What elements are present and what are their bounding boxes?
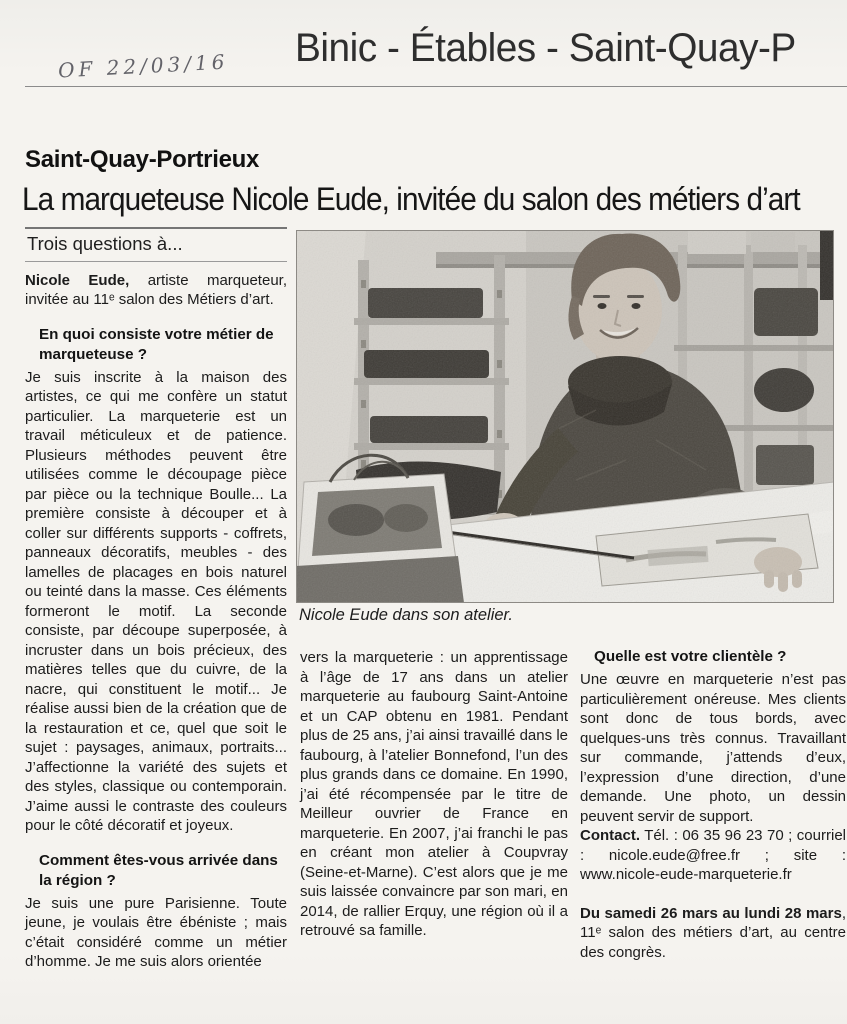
intro-lead: Nicole Eude, [25,271,130,289]
atelier-photo-illustration [296,230,834,603]
section-label: Saint-Quay-Portrieux [25,146,260,173]
event-text: , 11ᵉ salon des métiers d’art, au centre des congrès. [580,904,846,961]
question-1-heading: En quoi consiste votre métier de marqueteuse ? [39,325,274,363]
column-left [25,227,287,972]
contact-text: Tél. : 06 35 96 23 70 ; courriel : nicole.eude@free.fr ; site : www.nicole-eude-marqueterie.fr [580,827,846,883]
answer-2-body-part2: vers la marqueterie : un apprentissage à l’âge de 17 ans dans un atelier marqueterie au faubourg Saint-Antoine et un CAP obtenu en 1981. Pendant plus de 25 ans, j’ai ainsi travaillé dans le faubourg, à l’atelier Bonnefond, l’un des plus grands dans ce domaine. En 1990, j’ai été récompensée par le titre de Meilleur ouvrier de France en marqueterie. En 2007, j’ai franchi le pas en créant mon atelier à Coupvray (Seine-et-Marne). C’est alors que je me suis laissée convaincre par son mari, en 2014, de rallier Erquy, une région où il a retrouvé sa famille. [300,649,568,939]
kicker-rule-bottom [25,261,287,262]
intro-paragraph [25,271,287,310]
answer-2-body-part1: Je suis une pure Parisienne. Toute jeune, je voulais être ébéniste ; mais c’était considéré comme un métier d’homme. Je me suis alors orientée [25,894,287,970]
article-headline: La marqueteuse Nicole Eude, invitée du salon des métiers d’art [22,181,800,217]
kicker: Trois questions à... [27,233,183,254]
question-3-heading: Quelle est votre clientèle ? [594,648,787,665]
column-right [580,647,846,962]
article-photo [296,230,834,603]
event-lead: Du samedi 26 mars au lundi 28 mars [580,904,842,922]
column-middle [300,648,568,941]
contact-paragraph [580,826,846,885]
event-paragraph [580,904,846,963]
intro-text: artiste marqueteur, invitée au 11ᵉ salon des Métiers d’art. [25,271,287,308]
answer-1-body: Je suis inscrite à la maison des artistes, ce qui me confère un statut particulier. La marqueterie est un travail méticuleux et de patience. Plusieurs méthodes peuvent être utilisées comme le découpage pièce par pièce ou la technique Boulle... La première consiste à découper et à coller sur différents supports - coffrets, panneaux décoratifs, meubles - des lamelles de placages en bois naturel ou teinté dans la masse. Ces éléments formeront le motif. La seconde consiste, par découpe superposée, à incruster dans un bois précieux, des matières telles que du cuivre, de la nacre, qui constituent le motif... Je réalise aussi bien de la création que de la restauration et ce, quel que soit le sujet : paysages, animaux, portraits... J’affectionne la variété des sujets et des styles, classique ou contemporain. J’aime aussi le contraste des couleurs pour le côté décoratif et joyeux. [25,368,287,834]
photo-caption: Nicole Eude dans son atelier. [299,606,514,624]
contact-lead: Contact. [580,827,640,844]
handwritten-date: OF 22/03/16 [57,49,229,83]
question-2-heading: Comment êtes-vous arrivée dans la région ? [39,851,278,889]
header-rule [25,86,847,87]
edition-header: Binic - Étables - Saint-Quay-P [295,26,796,70]
answer-3-body: Une œuvre en marqueterie n’est pas particulièrement onéreuse. Mes clients sont donc de tous bords, avec quelques-uns très connus. Travaillant sur commande, j’attends d’eux, l’expression d’une direction, d’une demande. Une photo, un dessin peuvent servir de support. [580,671,846,825]
